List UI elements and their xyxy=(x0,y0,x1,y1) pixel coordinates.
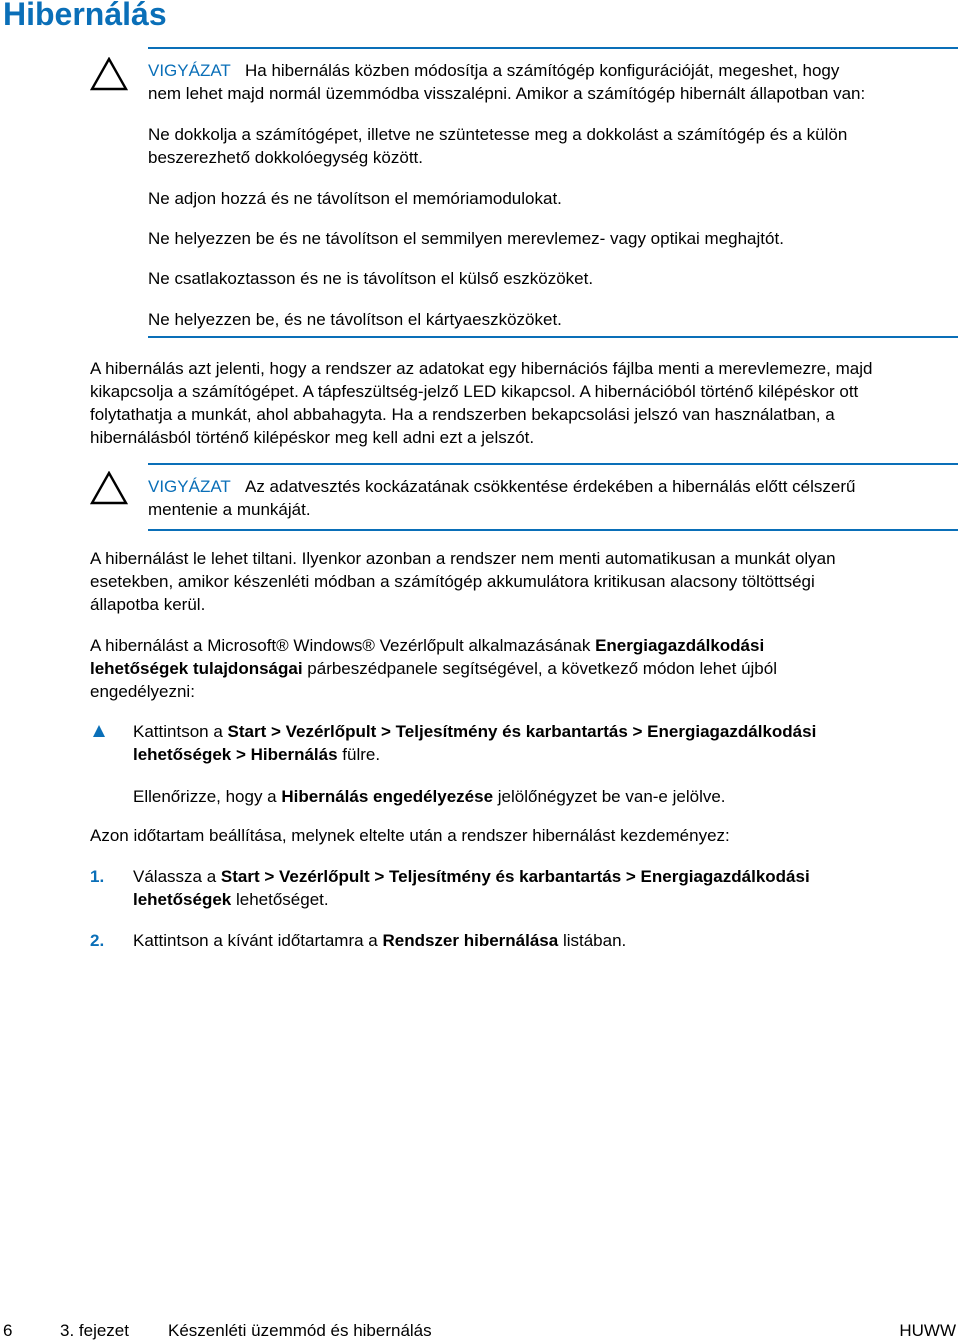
step-2-line-1-text: Kattintson a kívánt időtartamra a xyxy=(133,931,383,950)
caution-2-line-1: Az adatvesztés kockázatának csökkentése érdekében a hibernálás előtt célszerű xyxy=(244,477,856,496)
warning-triangle-icon xyxy=(90,471,128,505)
step-1-line-2 xyxy=(133,888,329,911)
intro-line-2: kikapcsolja a számítógépet. A tápfeszültség-jelző LED kikapcsol. A hibernációból történő kilépéskor ott xyxy=(90,382,859,401)
enable-line-3: engedélyezni: xyxy=(90,682,195,701)
caution-1-item-2: Ne adjon hozzá és ne távolítson el memóriamodulokat. xyxy=(148,189,562,208)
step-single-line-1-text: Kattintson a xyxy=(133,722,228,741)
page-title: Hibernálás xyxy=(3,0,167,32)
enable-line-2-text: párbeszédpanele segítségével, a következő módon lehet újból xyxy=(302,659,777,678)
step-single-line-1-bold: Start > Vezérlőpult > Teljesítmény és karbantartás > Energiagazdálkodási xyxy=(227,722,817,741)
enable-line-1 xyxy=(90,634,764,657)
step-1-line-1-text: Válassza a xyxy=(133,867,221,886)
step-2-number: 2. xyxy=(90,931,105,950)
disable-line-3: állapotba kerül. xyxy=(90,595,206,614)
footer-chapter: 3. fejezet xyxy=(60,1321,129,1340)
step-2-line-1-bold: Rendszer hibernálása xyxy=(382,931,559,950)
caution-2-line-2: mentenie a munkáját. xyxy=(148,500,311,519)
step-single-check xyxy=(133,785,726,808)
intro-line-4: hibernálásból történő kilépéskor meg kell adni ezt a jelszót. xyxy=(90,428,535,447)
caution-1-item-3: Ne helyezzen be és ne távolítson el semmilyen merevlemez- vagy optikai meghajtót. xyxy=(148,229,784,248)
step-1-line-2-bold: lehetőségek xyxy=(133,890,232,909)
step-single-line-2 xyxy=(133,743,380,766)
step-single-line-2-bold: lehetőségek > Hibernálás xyxy=(133,745,338,764)
caution-2-top-rule xyxy=(148,463,958,465)
caution-2-bottom-rule xyxy=(148,529,958,531)
caution-1-line-2: nem lehet majd normál üzemmódba visszalépni. Amikor a számítógép hibernált állapotban van: xyxy=(148,84,866,103)
caution-2-label: VIGYÁZAT xyxy=(148,477,231,496)
timeout-line-1: Azon időtartam beállítása, melynek eltelte után a rendszer hibernálást kezdeményez: xyxy=(90,826,730,845)
caution-1-line-1: Ha hibernálás közben módosítja a számítógép konfigurációját, megeshet, hogy xyxy=(244,61,840,80)
step-1-number: 1. xyxy=(90,867,105,886)
step-1-line-1-bold: Start > Vezérlőpult > Teljesítmény és karbantartás > Energiagazdálkodási xyxy=(220,867,810,886)
warning-triangle-icon xyxy=(90,57,128,91)
enable-line-2-bold: lehetőségek tulajdonságai xyxy=(90,659,303,678)
step-check-bold: Hibernálás engedélyezése xyxy=(281,787,494,806)
step-check-post: jelölőnégyzet be van-e jelölve. xyxy=(493,787,726,806)
caution-1-item-4: Ne csatlakoztasson és ne is távolítson el külső eszközöket. xyxy=(148,269,594,288)
caution-2-text-line-1 xyxy=(148,475,855,498)
footer-page-number: 6 xyxy=(3,1321,13,1340)
caution-1-item-1-line-2: beszerezhető dokkolóegység között. xyxy=(148,148,424,167)
enable-line-2 xyxy=(90,657,777,680)
step-single-line-2-text: fülre. xyxy=(337,745,381,764)
intro-line-3: folytathatja a munkát, ahol abbahagyta. Ha a rendszerben bekapcsolási jelszó van használatban, a xyxy=(90,405,835,424)
caution-1-item-5: Ne helyezzen be, és ne távolítson el kártyaeszközöket. xyxy=(148,310,562,329)
caution-1-item-1-line-1: Ne dokkolja a számítógépet, illetve ne szüntetesse meg a dokkolást a számítógép és a külön xyxy=(148,125,848,144)
disable-line-1: A hibernálást le lehet tiltani. Ilyenkor azonban a rendszer nem menti automatikusan a munkát olyan xyxy=(90,549,836,568)
step-1-line-1 xyxy=(133,865,810,888)
disable-line-2: esetekben, amikor készenléti módban a számítógép akkumulátora kritikusan alacsony töltöttségi xyxy=(90,572,815,591)
footer-chapter-title: Készenléti üzemmód és hibernálás xyxy=(168,1321,432,1340)
enable-line-1-text: A hibernálást a Microsoft® Windows® Vezérlőpult alkalmazásának xyxy=(90,636,596,655)
caution-1-text-line-1 xyxy=(148,59,839,82)
footer-brand: HUWW xyxy=(899,1321,956,1340)
caution-1-label: VIGYÁZAT xyxy=(148,61,231,80)
triangle-bullet-icon xyxy=(92,724,106,738)
step-2-line-1-post: listában. xyxy=(558,931,627,950)
caution-top-rule xyxy=(148,47,958,49)
enable-line-1-bold: Energiagazdálkodási xyxy=(595,636,765,655)
step-2-line-1 xyxy=(133,929,626,952)
step-1-line-2-text: lehetőséget. xyxy=(231,890,329,909)
step-single-line-1 xyxy=(133,720,816,743)
intro-line-1: A hibernálás azt jelenti, hogy a rendszer az adatokat egy hibernációs fájlba menti a merevlemezre, majd xyxy=(90,359,873,378)
caution-1-bottom-rule xyxy=(148,336,958,338)
step-check-pre: Ellenőrizze, hogy a xyxy=(133,787,282,806)
